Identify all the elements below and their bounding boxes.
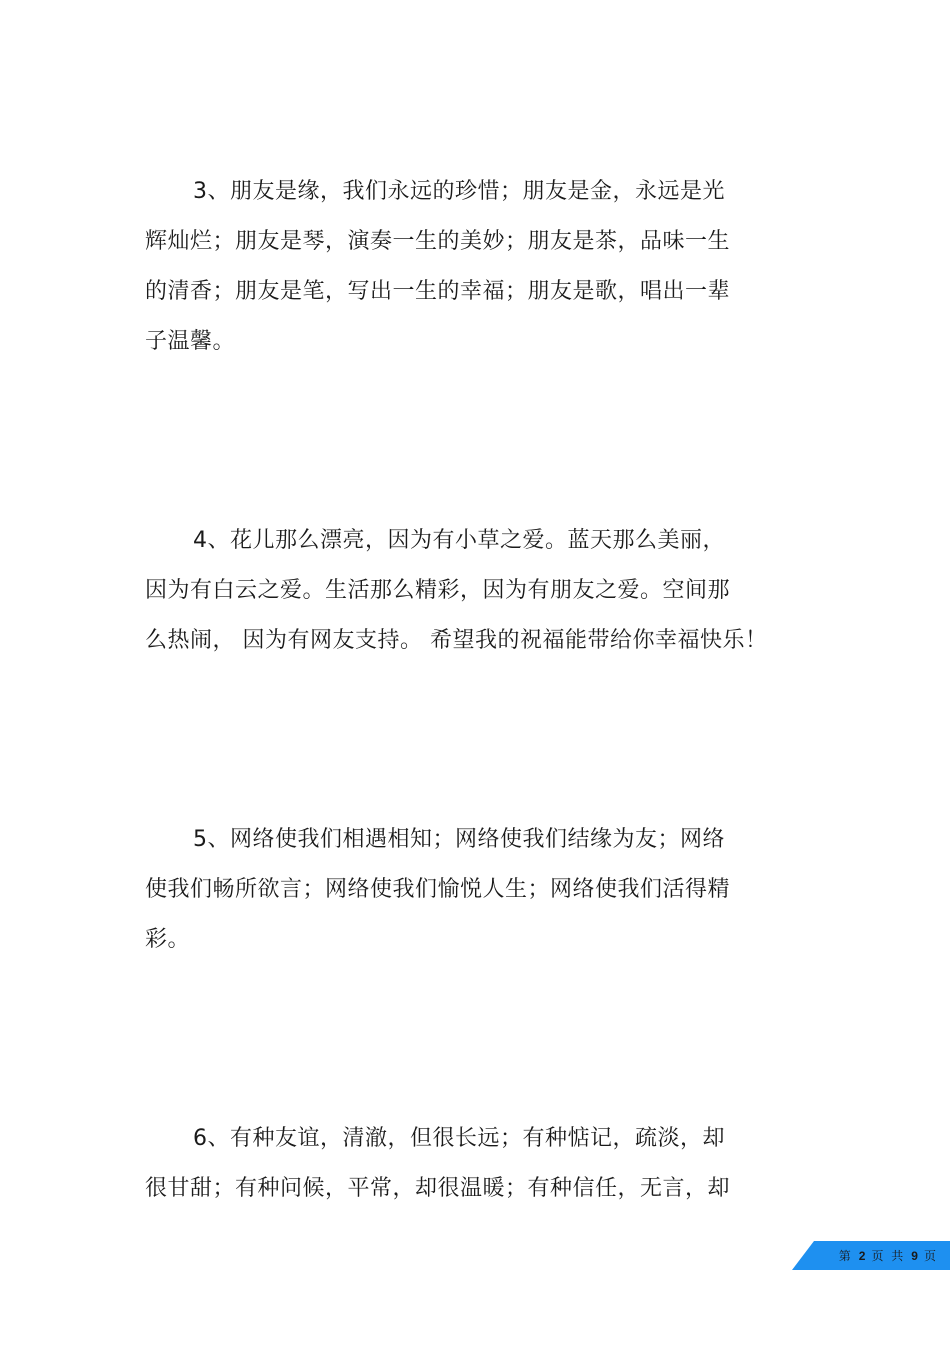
text-line: 辉灿烂；朋友是琴，演奏一生的美妙；朋友是茶，品味一生 [145, 229, 731, 254]
page-suffix: 页 [923, 1249, 938, 1263]
text-line: 子温馨。 [145, 329, 236, 354]
text-line: 使我们畅所欲言；网络使我们愉悦人生；网络使我们活得精 [145, 877, 731, 902]
text-line: 很甘甜；有种问候，平常，却很温暖；有种信任，无言，却 [145, 1176, 731, 1201]
current-page-number: 2 [858, 1249, 866, 1263]
text-line: 6、有种友谊，清澈，但很长远；有种惦记，疏淡，却 [193, 1126, 725, 1151]
text-line: 因为有白云之爱。生活那么精彩，因为有朋友之爱。空间那 [145, 578, 731, 603]
page-prefix: 第 [838, 1249, 853, 1263]
page-middle: 页 共 [871, 1249, 906, 1263]
text-line: 彩。 [145, 927, 191, 952]
page-number-tab [792, 1241, 950, 1270]
text-line: 4、花儿那么漂亮，因为有小草之爱。蓝天那么美丽， [193, 528, 725, 553]
total-page-number: 9 [911, 1249, 918, 1263]
text-line: 5、网络使我们相遇相知；网络使我们结缘为友；网络 [193, 827, 725, 852]
page-indicator [839, 1247, 938, 1264]
text-line: 么热闹， 因为有网友支持。 希望我的祝福能带给你幸福快乐！ [145, 628, 768, 653]
text-line: 3、朋友是缘，我们永远的珍惜；朋友是金，永远是光 [193, 179, 725, 204]
text-line: 的清香；朋友是笔，写出一生的幸福；朋友是歌，唱出一辈 [145, 279, 731, 304]
